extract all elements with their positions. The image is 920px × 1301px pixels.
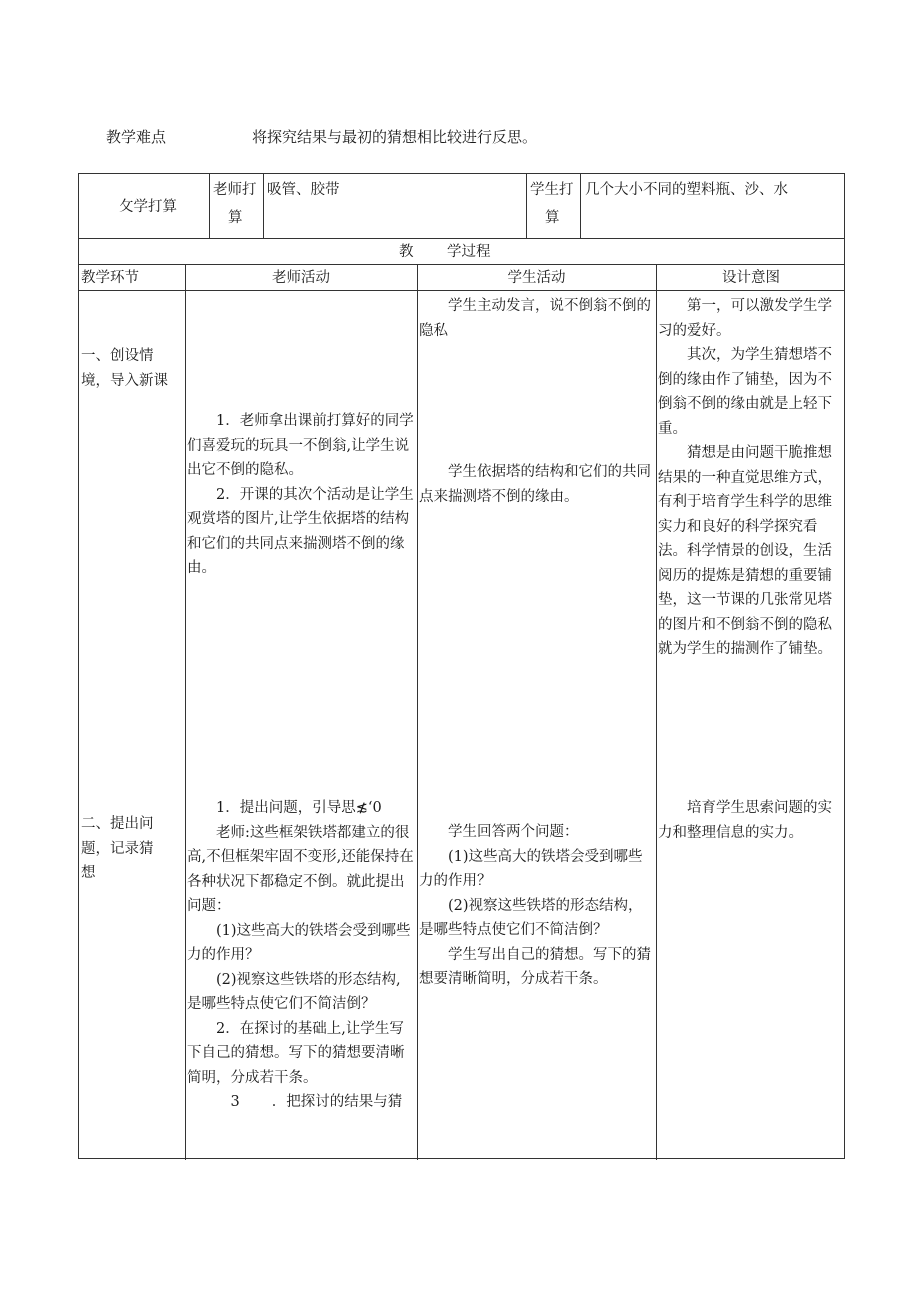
stage-2-line3: 想 xyxy=(81,865,96,881)
stage-2-line2: 题，记录猜 xyxy=(81,840,154,857)
col-header-student: 学生活动 xyxy=(507,270,566,286)
col-header-stage: 教学环节 xyxy=(81,270,139,286)
row-divider xyxy=(79,238,844,239)
teacher-2-p4: (2)视察这些铁塔的形态结构,是哪些特点使它们不简洁倒？ xyxy=(187,971,401,1012)
process-title-1: 教 xyxy=(399,244,414,260)
stage-2-line1: 二、提出问 xyxy=(81,816,154,832)
col-divider xyxy=(263,174,264,238)
design-2-p1: 培育学生思索问题的实力和整理信息的实力。 xyxy=(658,800,832,841)
col-divider xyxy=(656,264,657,1160)
teacher-prep-items: 吸管、胶带 xyxy=(267,182,340,198)
teacher-prep-label-2: 算 xyxy=(228,210,243,226)
teacher-prep-label-1: 老师打 xyxy=(213,182,257,198)
teacher-2-p2: 老师:这些框架铁塔都建立的很高,不但框架牢固不变形,还能保持在各种状况下都稳定不倒。就此提出问题： xyxy=(187,824,414,914)
teacher-2-p5: 2．在探讨的基础上,让学生写下自己的猜想。写下的猜想要清晰简明，分成若干条。 xyxy=(187,1020,405,1086)
col-header-teacher: 老师活动 xyxy=(272,270,330,286)
student-activity-1a xyxy=(419,294,654,343)
design-1-p2: 其次，为学生猜想塔不倒的缘由作了铺垫，因为不倒翁不倒的缘由就是上轻下重。 xyxy=(658,347,832,437)
design-intent-1 xyxy=(658,294,844,662)
student-prep-items: 几个大小不同的塑料瓶、沙、水 xyxy=(585,182,788,198)
teacher-activity-1 xyxy=(187,409,415,581)
teacher-2-p3: (1)这些高大的铁塔会受到哪些力的作用？ xyxy=(187,922,411,963)
difficulty-text: 将探究结果与最初的猜想相比较进行反思。 xyxy=(252,128,538,146)
col-header-design: 设计意图 xyxy=(722,270,780,286)
stage-2 xyxy=(81,812,183,886)
student-activity-1b xyxy=(419,460,654,509)
col-divider xyxy=(580,174,581,238)
teacher-2-p6 xyxy=(187,1090,415,1115)
student-2-p2: (1)这些高大的铁塔会受到哪些力的作用？ xyxy=(419,848,643,889)
teacher-2-p1: 1．提出问题，引导思≴‘0 xyxy=(216,800,382,816)
design-1-p1: 第一，可以激发学生学习的爱好。 xyxy=(658,298,832,339)
design-intent-2 xyxy=(658,796,844,845)
student-1-p2: 学生依据塔的结构和它们的共同点来揣测塔不倒的缘由。 xyxy=(419,464,651,505)
teacher-1-p1: 1．老师拿出课前打算好的同学们喜爱玩的玩具一不倒翁,让学生说出它不倒的隐私。 xyxy=(187,413,414,478)
student-1-p1: 学生主动发言，说不倒翁不倒的隐私 xyxy=(419,298,651,339)
stage-1 xyxy=(81,344,183,393)
student-2-p1: 学生回答两个问题： xyxy=(448,824,579,840)
stage-1-line1: 一、创设情 xyxy=(81,348,154,364)
student-2-p3: (2)视察这些铁塔的形态结构，是哪些特点使它们不简洁倒？ xyxy=(419,897,643,938)
col-divider xyxy=(526,174,527,238)
col-divider xyxy=(417,264,418,1160)
teacher-1-p2: 2．开课的其次个活动是让学生观赏塔的图片,让学生依据塔的结构和它们的共同点来揣测塔不倒的缘由。 xyxy=(187,486,414,576)
student-activity-2 xyxy=(419,820,654,992)
student-prep-label-1: 学生打 xyxy=(530,182,574,198)
col-divider xyxy=(209,174,210,238)
design-1-p3: 猜想是由问题干脆推想结果的一种直觉思维方式，有利于培育学生科学的思维实力和良好的科学探究看法。科学情景的创设，生活阅历的提炼是猜想的重要铺垫，这一节课的几张常见塔的图片和不倒翁不倒的隐私就为学生的揣测作了铺垫。 xyxy=(658,445,832,657)
lesson-plan-table xyxy=(78,173,845,1159)
teacher-2-p6-text: ．把探讨的结果与猜 xyxy=(271,1094,403,1110)
prep-label: 攵学打算 xyxy=(119,199,177,215)
student-prep-label-2: 算 xyxy=(545,210,560,226)
process-title-2: 学过程 xyxy=(447,244,491,260)
stage-1-line2: 境，导入新课 xyxy=(81,372,168,389)
difficulty-label: 教学难点 xyxy=(106,128,167,146)
student-2-p4: 学生写出自己的猜想。写下的猜想要清晰简明，分成若干条。 xyxy=(419,946,651,987)
teacher-activity-2 xyxy=(187,796,415,1115)
col-divider xyxy=(185,264,186,1160)
teacher-2-p6-number: 3 xyxy=(230,1094,240,1110)
